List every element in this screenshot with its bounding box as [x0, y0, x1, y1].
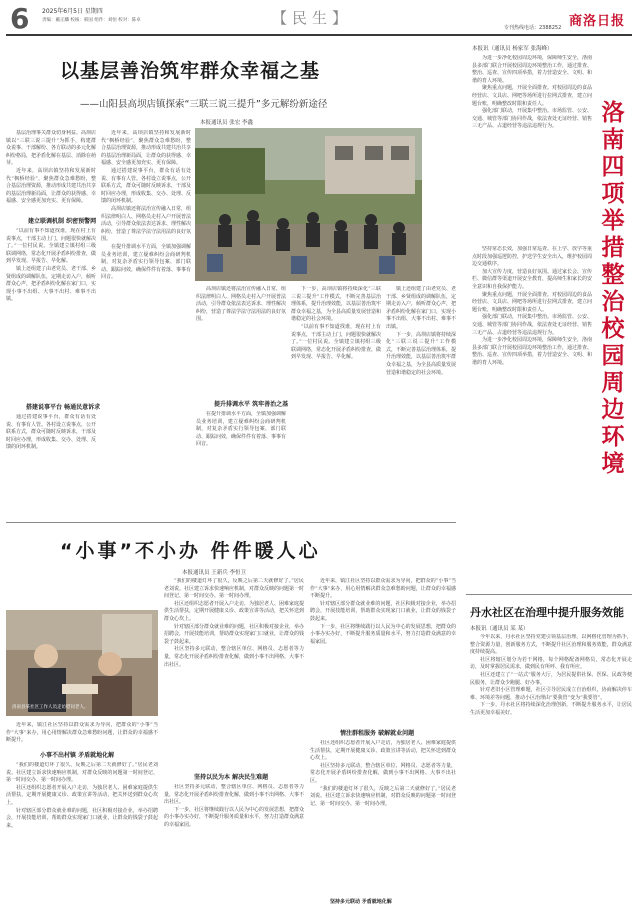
paragraph: 社区还建立了“一站式”服务大厅，为居民提供社保、医保、民政等便民服务，让群众少跑腿、好办事。 — [470, 671, 632, 686]
paragraph: 镇上还组建了由老党员、老干部、乡贤组成的调解队伍，定期走访入户，倾听群众心声，把矛盾纠纷化解在家门口，实现小事不出组、大事不出村、难事不出镇。 — [6, 265, 96, 303]
paragraph: 近年来，高坝店镇坚持和发展新时代“枫桥经验”，聚焦群众急难愁盼，整合基层治理资源，推动形成共建共治共享的基层治理新局面，让群众的获得感、幸福感、安全感更加充实、更有保障。 — [6, 167, 96, 205]
paragraph: 下一步，社区将继续践行以人民为中心的发展思想，把群众的小事办实办好，不断提升服务质量和水平，努力打造群众满意的幸福家园。 — [164, 806, 304, 828]
article1-col1c — [6, 414, 96, 518]
paragraph: 高坝店镇还将法治宣传融入日常，组织法律明白人、网格员走村入户开展普法活动，引导群众依法表达诉求、理性解决纠纷，营造了尊法学法守法用法的良好氛围。 — [196, 286, 286, 323]
article3-vertical-title — [598, 100, 628, 478]
article3-byline: 本报讯（通讯员 杨家军 张海峰） — [472, 46, 553, 52]
article4-title: 丹水社区在治理中提升服务效能 — [470, 606, 624, 619]
photo-caption: 洛南县某社区工作人员走访慰问老人。 — [12, 705, 89, 710]
article1-col4 — [291, 286, 381, 518]
title-char: 园 — [601, 343, 625, 369]
paragraph: 高坝店镇还将法治宣传融入日常，组织法律明白人、网格员走村入户开展普法活动，引导群众依法表达诉求、理性解决纠纷，营造了尊法学法守法用法的良好氛围。 — [101, 205, 191, 243]
paragraph: 在提升排调水平方面，全镇加强调解员业务培训，建立疑难纠纷会商研判机制，对复杂矛盾实行领导包案、部门联动、跟踪问效，确保件件有着落、事事有回音。 — [101, 243, 191, 281]
article1-subtitle: ——山阳县高坝店镇探索“三联三说三提升”多元解纷新途径 — [80, 99, 328, 110]
article-divider — [6, 522, 456, 523]
article1-byline: 本报通讯员 张宏 李鑫 — [200, 120, 253, 126]
paragraph: 在提升排调水平方面，全镇加强调解员业务培训，建立疑难纠纷会商研判机制，对复杂矛盾实行领导包案、部门联动、跟踪问效，确保件件有着落、事事有回音。 — [196, 411, 286, 448]
title-char: 四 — [601, 154, 625, 180]
title-char: 周 — [601, 370, 625, 396]
paragraph: 聚焦重点问题，开展全面排查。对校园周边的食品经营店、文具店、网吧等场所进行拉网式排查，建立问题台账，明确整改时限和责任人。 — [472, 85, 592, 107]
title-char: 境 — [601, 451, 625, 477]
paragraph: 强化部门联动，开展集中整治。市场监管、公安、交通、城管等部门协同作战，依法查处无证经营、销售三无产品、占道经营等违法违规行为。 — [472, 314, 592, 336]
elderly-photo-image — [6, 610, 158, 716]
editor-credits: 责编：戴正麟 校核：韩国 组件：刘恒 校对：陈卓 — [42, 18, 141, 23]
article2-col1b — [6, 762, 158, 908]
title-char: 举 — [601, 208, 625, 234]
title-char: 洛 — [601, 100, 625, 126]
paragraph: “我们的楼道灯坏了很久，反映之后第二天就修好了。”居民老刘说。社区建立诉求快速响应机制，对群众反映的问题第一时间登记、第一时间交办、第一时间办理。 — [310, 785, 456, 807]
paragraph: 为进一步净化校园周边环境，保障师生安全，洛南县多部门联合开展校园周边环境整治工作，通过排查、整治、巡查、宣传四项举措，着力营造安全、文明、和谐的育人环境。 — [472, 337, 592, 366]
title-char: 项 — [601, 181, 625, 207]
paragraph: 近年来，镇江社区坚持以群众需求为导向，把群众的“小事”当作“大事”来办，用心用情解决群众急难愁盼问题，让群众的幸福感不断提升。 — [310, 578, 456, 600]
section-label: 【民生】 — [272, 9, 353, 27]
paragraph: 基层治理事关群众切身利益。高坝店镇以“三联三说三提升”为抓手，构建群众说事、干部解纷、各方联动的多元化解纠纷格局，把矛盾化解在基层、消除在萌芽。 — [6, 130, 96, 167]
paragraph: 社区还组织志愿者开展入户走访，为独居老人、困难家庭提供生活帮扶，定期开展健康义诊、政策宣讲等活动，把关怀送到群众心坎上。 — [6, 784, 158, 806]
article3-col1b — [472, 246, 592, 518]
article1-col5 — [386, 286, 456, 518]
article1-title: 以基层善治筑牢群众幸福之基 — [60, 60, 321, 82]
paragraph: 针对辖区部分群众就业难的问题，社区积极对接企业，举办招聘会，开展技能培训，帮助群众实现家门口就业，让群众的钱袋子鼓起来。 — [6, 807, 158, 829]
paragraph: 针对辖区部分群众就业难的问题，社区积极对接企业，举办招聘会，开展技能培训，帮助群众实现家门口就业，让群众的钱袋子鼓起来。 — [310, 600, 456, 622]
article2-subhead-3: 坚持以民为本 解决民生难题 — [194, 774, 269, 781]
article1-col2 — [101, 130, 191, 518]
paragraph: 近年来，高坝店镇坚持和发展新时代“枫桥经验”，聚焦群众急难愁盼，整合基层治理资源，推动形成共建共治共享的基层治理新局面，让群众的获得感、幸福感、安全感更加充实、更有保障。 — [101, 130, 191, 167]
title-char: 措 — [601, 235, 625, 261]
issue-date: 2025年6月5日 星期四 — [42, 8, 103, 15]
paragraph: 下一步，丹水社区将持续深化治理创新，不断提升服务水平，让居民生活更加幸福美好。 — [470, 702, 632, 716]
newspaper-logo: 商洛日报 — [569, 14, 626, 29]
paragraph: 下一步，高坝店镇将持续深化“三联三说三提升”工作模式，不断完善基层治理体系，提升治理效能，以基层善治筑牢群众幸福之基，为全县高质量发展营造和谐稳定的社会环境。 — [386, 331, 456, 376]
paragraph: 加大宣传力度，营造良好氛围。通过家长会、宣传栏、微信群等渠道开展安全教育，提高师生和家长的安全意识和自我保护能力。 — [472, 268, 592, 290]
article2-col3b — [310, 740, 456, 908]
meeting-photo-image — [195, 128, 422, 281]
paragraph: 社区坚持多元联动，整合辖区单位、网格员、志愿者等力量，常态化开展矛盾纠纷排查化解，做到小事不出网格、大事不出社区。 — [164, 646, 304, 668]
title-char: 整 — [601, 262, 625, 288]
paragraph: 针对老旧小区管理难题，社区引导居民成立自治组织，协商解决停车难、环境差等问题，推动小区治理由“要我管”变为“我要管”。 — [470, 687, 632, 701]
article1-subhead-3: 提升排调水平 筑牢善治之基 — [214, 401, 289, 408]
article1-col1b — [6, 228, 96, 398]
article4-byline: 本报讯（通讯员 某 某） — [470, 626, 529, 632]
article2-col1 — [6, 722, 158, 746]
paragraph: “我们的楼道灯坏了很久，反映之后第二天就修好了。”居民老刘说。社区建立诉求快速响应机制，对群众反映的问题第一时间登记、第一时间交办、第一时间办理。 — [164, 578, 304, 600]
paragraph: 近年来，镇江社区坚持以群众需求为导向，把群众的“小事”当作“大事”来办，用心用情解决群众急难愁盼问题，让群众的幸福感不断提升。 — [6, 722, 158, 744]
paragraph: 聚焦重点问题，开展全面排查。对校园周边的食品经营店、文具店、网吧等场所进行拉网式排查，建立问题台账，明确整改时限和责任人。 — [472, 291, 592, 313]
article1-subhead-2: 搭建说事平台 畅通民意诉求 — [26, 404, 101, 411]
paragraph: 通过搭建说事平台，群众有话有处说、有事有人管。各村设立说事点，公开联系方式，群众可随时反映诉求，干部及时回应办理，形成收集、交办、处理、反馈的闭环机制。 — [101, 167, 191, 205]
article3-col1 — [472, 55, 592, 243]
article1-col3b — [196, 411, 286, 518]
title-char: 南 — [601, 127, 625, 153]
paragraph: 社区还组织志愿者开展入户走访，为独居老人、困难家庭提供生活帮扶，定期开展健康义诊、政策宣讲等活动，把关怀送到群众心坎上。 — [310, 740, 456, 762]
paragraph: 坚持常态长效，加强日常巡查。在上学、放学等重点时段加强巡逻防控，护送学生安全出入，维护校园周边交通秩序。 — [472, 246, 592, 268]
paragraph: 下一步，社区将继续践行以人民为中心的发展思想，把群众的小事办实办好，不断提升服务质量和水平，努力打造群众满意的幸福家园。 — [310, 623, 456, 645]
article2-photo — [6, 610, 158, 716]
article2-col3 — [310, 578, 456, 724]
paragraph: “以前有事不知道找谁，现在村上有说事点，干部主动上门，问题很快就解决了。”一位村民说。全镇建立镇村组三级联调网络，常态化开展矛盾纠纷排查，做到早发现、早报告、早化解。 — [291, 323, 381, 361]
article1-subhead-1: 建立联调机制 织密预警网 — [28, 218, 97, 225]
paragraph: 针对辖区部分群众就业难的问题，社区积极对接企业，举办招聘会，开展技能培训，帮助群众实现家门口就业，让群众的钱袋子鼓起来。 — [164, 623, 304, 645]
paragraph: 社区坚持多元联动，整合辖区单位、网格员、志愿者等力量，常态化开展矛盾纠纷排查化解，做到小事不出网格、大事不出社区。 — [310, 762, 456, 784]
paragraph: “我们的楼道灯坏了很久，反映之后第二天就修好了。”居民老刘说。社区建立诉求快速响应机制，对群众反映的问题第一时间登记、第一时间交办、第一时间办理。 — [6, 762, 158, 784]
paragraph: 社区坚持多元联动，整合辖区单位、网格员、志愿者等力量，常态化开展矛盾纠纷排查化解，做到小事不出网格、大事不出社区。 — [164, 784, 304, 806]
article2-col2 — [164, 578, 304, 768]
paragraph: 强化部门联动，开展集中整治。市场监管、公安、交通、城管等部门协同作战，依法查处无证经营、销售三无产品、占道经营等违法违规行为。 — [472, 108, 592, 130]
article2-col2b — [164, 784, 304, 908]
article2-byline: 本报通讯员 王新兵 李恒卫 — [182, 570, 246, 576]
paragraph: 社区还组织志愿者开展入户走访，为独居老人、困难家庭提供生活帮扶，定期开展健康义诊、政策宣讲等活动，把关怀送到群众心坎上。 — [164, 600, 304, 622]
article2-subhead-4: 坚持多元联动 矛盾就地化解 — [330, 899, 392, 905]
page-number: 6 — [10, 2, 30, 35]
article1-col1 — [6, 130, 96, 212]
article2-subhead-1: 小事不出村镇 矛盾就地化解 — [40, 752, 115, 759]
article1-col3 — [196, 286, 286, 396]
title-char: 边 — [601, 397, 625, 423]
paragraph: 镇上还组建了由老党员、老干部、乡贤组成的调解队伍，定期走访入户，倾听群众心声，把矛盾纠纷化解在家门口，实现小事不出组、大事不出村、难事不出镇。 — [386, 286, 456, 330]
article1-photo — [195, 128, 422, 281]
paragraph: 今年以来，丹水社区坚持党建引领基层治理，以网格化管理为抓手，整合资源力量，创新服务方式，不断提升社区治理和服务效能，群众满意度持续提高。 — [470, 634, 632, 656]
paragraph: “以前有事不知道找谁，现在村上有说事点，干部主动上门，问题很快就解决了。”一位村民说。全镇建立镇村组三级联调网络，常态化开展矛盾纠纷排查，做到早发现、早报告、早化解。 — [6, 228, 96, 265]
article4-col — [470, 634, 632, 908]
title-char: 治 — [601, 289, 625, 315]
title-char: 校 — [601, 316, 625, 342]
article-divider — [466, 594, 632, 595]
paragraph: 为进一步净化校园周边环境，保障师生安全，洛南县多部门联合开展校园周边环境整治工作，通过排查、整治、巡查、宣传四项举措，着力营造安全、文明、和谐的育人环境。 — [472, 55, 592, 84]
title-char: 环 — [601, 424, 625, 450]
article2-title: “小事”不小办 件件暖人心 — [60, 540, 321, 562]
paragraph: 社区将辖区划分为若干网格，每个网格配备网格员，常态化开展走访，及时掌握居民需求，做到民有所呼、我有所应。 — [470, 656, 632, 671]
paragraph: 通过搭建说事平台，群众有话有处说、有事有人管。各村设立说事点，公开联系方式，群众可随时反映诉求，干部及时回应办理，形成收集、交办、处理、反馈的闭环机制。 — [6, 414, 96, 451]
page-header — [6, 4, 632, 36]
article2-subhead-2: 情注群租服务 破解就业问题 — [340, 730, 415, 737]
paragraph: 下一步，高坝店镇将持续深化“三联三说三提升”工作模式，不断完善基层治理体系，提升治理效能，以基层善治筑牢群众幸福之基，为全县高质量发展营造和谐稳定的社会环境。 — [291, 286, 381, 323]
hotline: 专刊热线电话：2388252 — [504, 25, 562, 31]
